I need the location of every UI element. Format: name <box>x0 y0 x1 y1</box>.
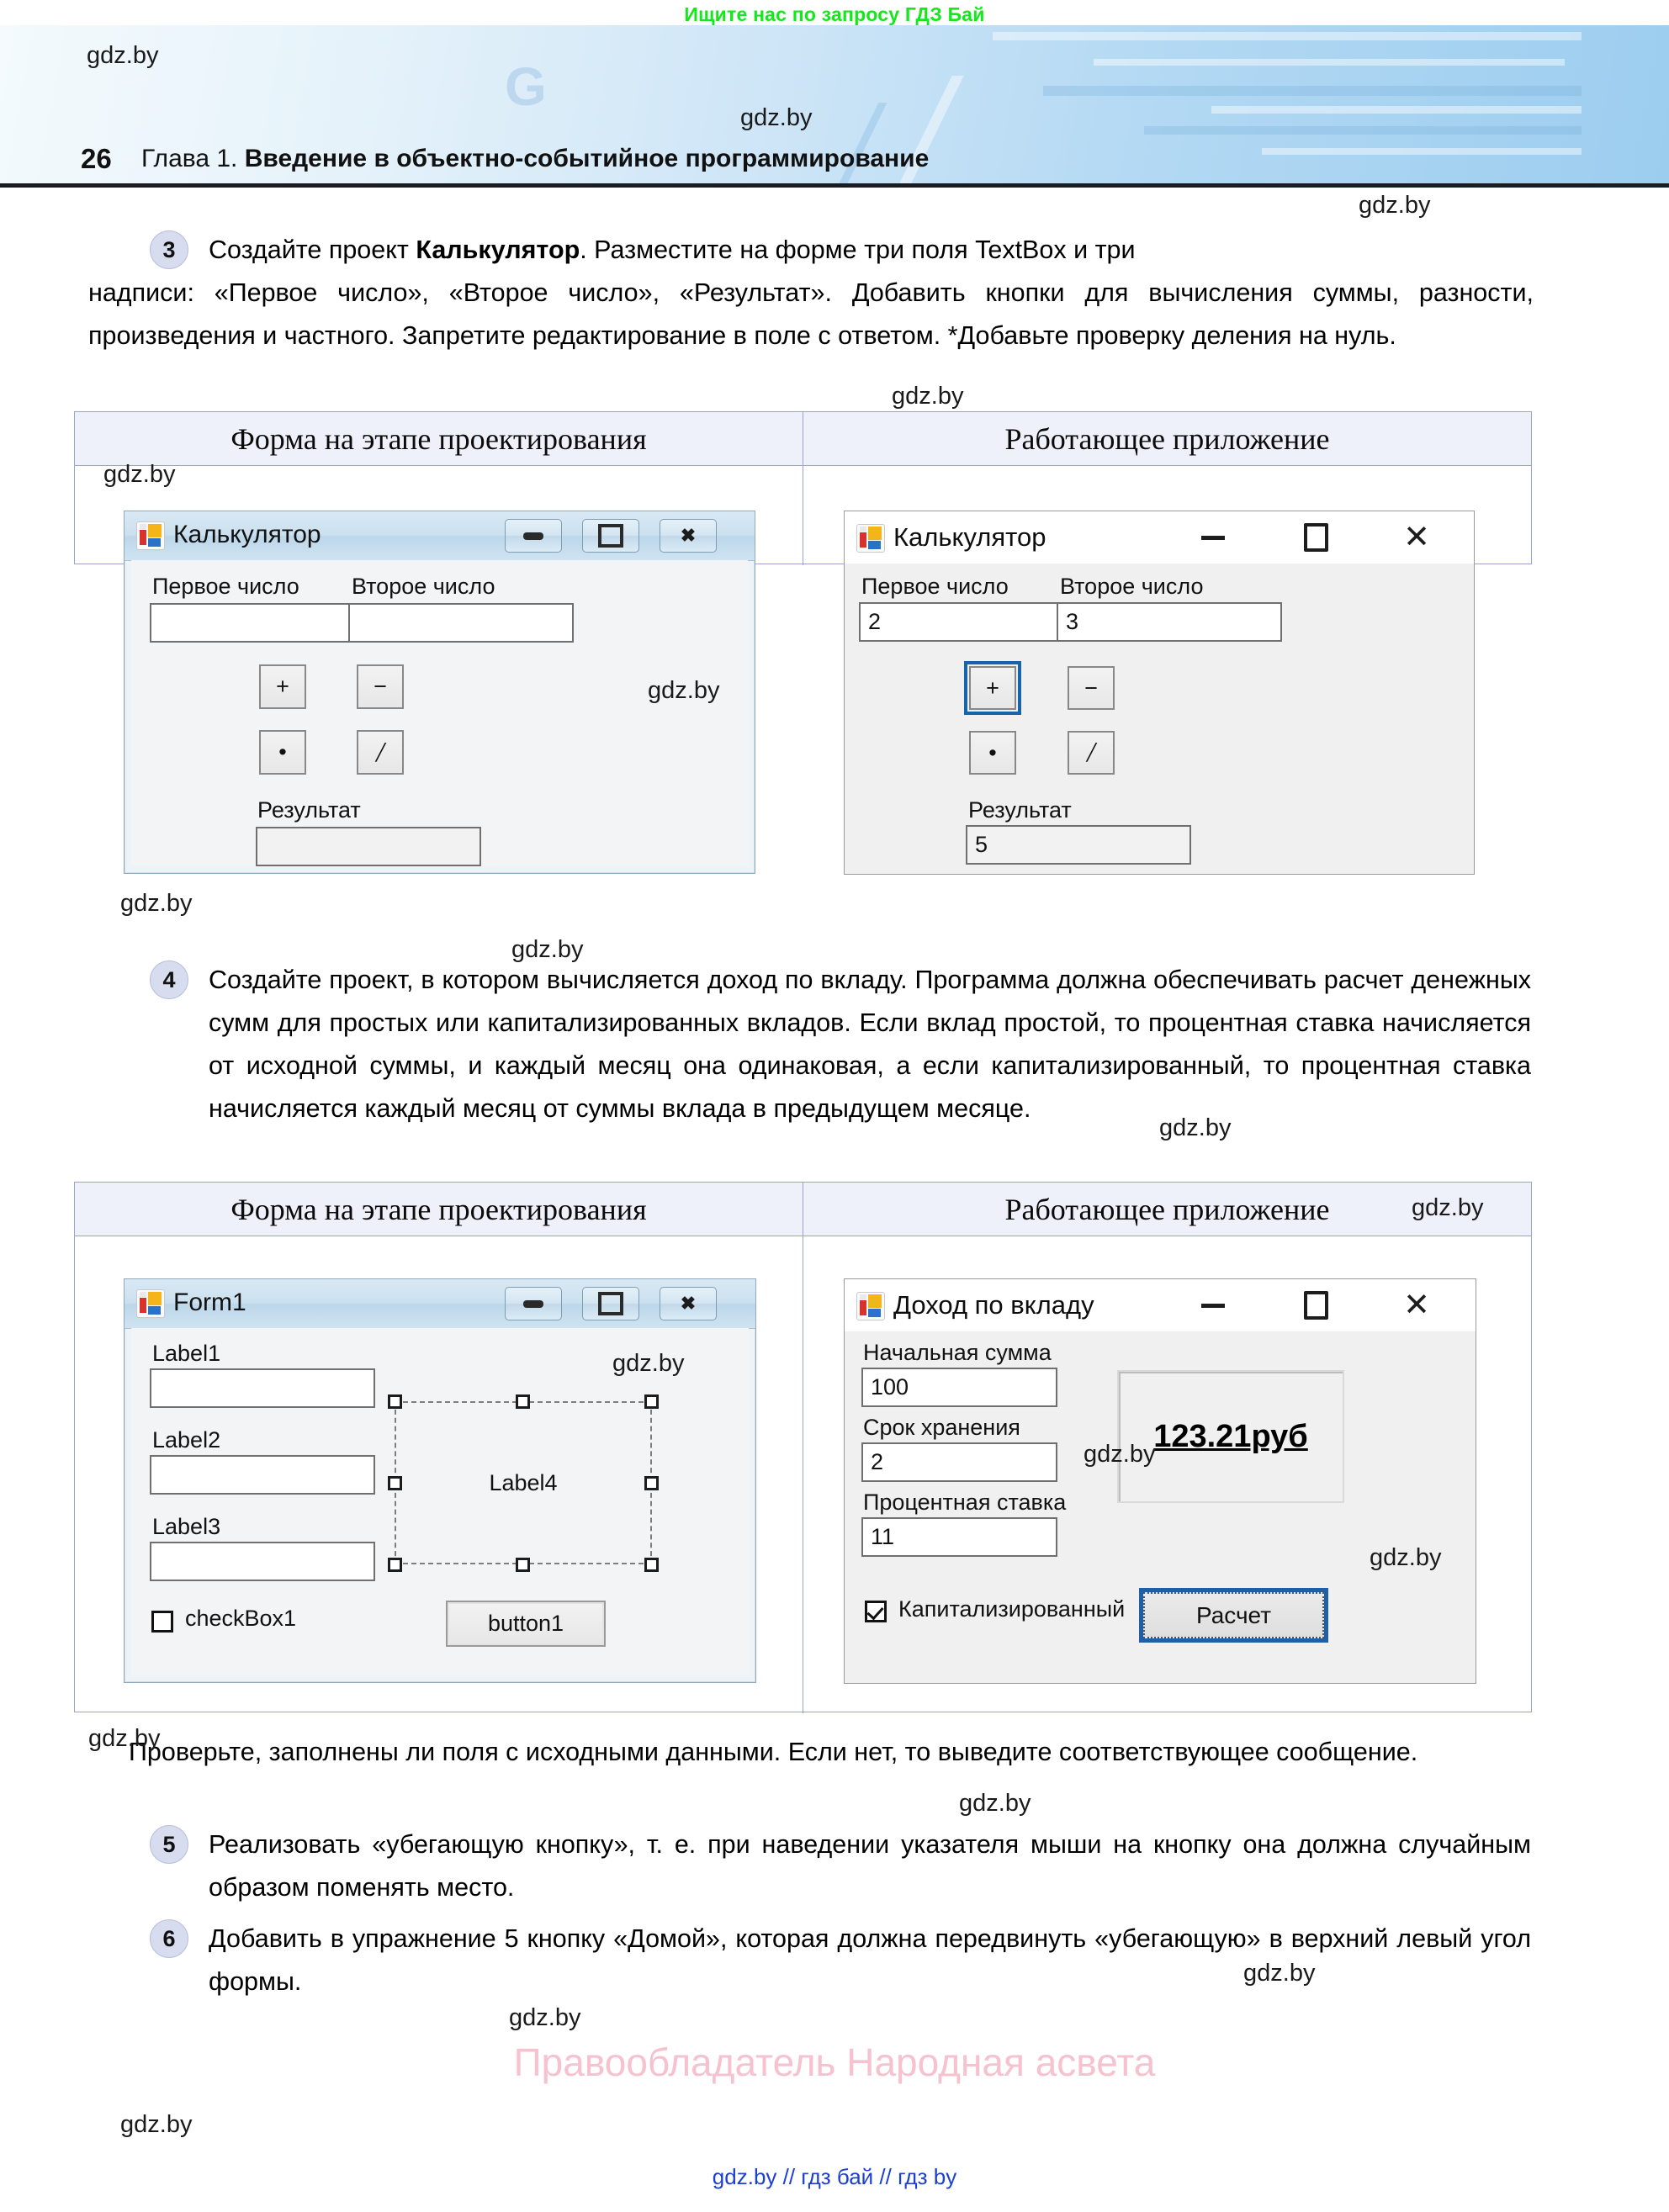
plus-button[interactable]: + <box>969 666 1016 710</box>
multiply-button[interactable]: • <box>969 731 1016 775</box>
maximize-icon <box>1304 1291 1328 1320</box>
calculator-designer-title: Калькулятор <box>173 521 321 548</box>
task-3-line1-a: Создайте проект <box>209 235 416 264</box>
calculator-running-titlebar <box>845 511 1474 564</box>
watermark: gdz.by <box>509 2004 581 2031</box>
close-button[interactable] <box>660 519 717 553</box>
resize-handle-n[interactable] <box>516 1394 530 1409</box>
deposit-running-canvas <box>845 1331 1476 1683</box>
calculator-designer-titlebar <box>125 511 755 561</box>
textbox2[interactable] <box>150 1455 375 1495</box>
result-value: 123.21руб <box>1153 1418 1308 1454</box>
table-1-header-design: Форма на этапе проектирования <box>75 412 803 465</box>
close-icon: ✕ <box>1403 520 1430 555</box>
copyright-watermark: Правообладатель Народная асвета <box>513 2040 1156 2084</box>
task-bullet-5: 5 <box>150 1825 188 1864</box>
term-input[interactable]: 2 <box>861 1442 1057 1482</box>
watermark: gdz.by <box>892 383 964 410</box>
checkbox1-label: checkBox1 <box>185 1606 297 1631</box>
plus-button[interactable]: + <box>259 664 306 709</box>
label-result: Результат <box>257 797 361 823</box>
resize-handle-ne[interactable] <box>644 1394 659 1409</box>
footer-links[interactable]: gdz.by // гдз бай // гдз by <box>712 2164 957 2189</box>
task-bullet-6: 6 <box>150 1919 188 1958</box>
first-number-input[interactable]: 2 <box>859 602 1084 642</box>
label1: Label1 <box>152 1341 221 1366</box>
task-bullet-3: 3 <box>150 230 188 269</box>
minimize-button[interactable] <box>1179 511 1247 564</box>
deposit-running-window <box>844 1278 1476 1684</box>
minimize-icon <box>1201 1304 1225 1308</box>
button1[interactable]: button1 <box>446 1601 606 1647</box>
resize-handle-sw[interactable] <box>388 1558 402 1572</box>
chapter-title <box>141 145 929 173</box>
calculator-running-title: Калькулятор <box>893 522 1046 552</box>
task-3-line1 <box>209 229 1529 272</box>
label3: Label3 <box>152 1514 221 1539</box>
close-button[interactable] <box>1383 511 1450 564</box>
textbox3[interactable] <box>150 1542 375 1581</box>
watermark: gdz.by <box>120 890 193 917</box>
textbox1[interactable] <box>150 1368 375 1408</box>
decorative-g-mark: G <box>505 56 547 117</box>
maximize-button[interactable] <box>1282 1279 1349 1331</box>
table-1-header-running: Работающее приложение <box>1004 421 1330 456</box>
result-panel <box>1117 1370 1344 1503</box>
divide-button[interactable]: / <box>357 730 404 775</box>
resize-handle-e[interactable] <box>644 1476 659 1490</box>
label-second-number: Второе число <box>1060 574 1204 599</box>
form1-designer-canvas <box>131 1328 749 1675</box>
table-2-header-running: Работающее приложение <box>1004 1192 1330 1226</box>
task-4-body: Создайте проект, в котором вычисляется доход по вкладу. Программа должна обеспечивать расчет денежных сумм для простых или капитализированных вкладов. Если вклад простой, то процентная ставка начисляется от исходной суммы, и каждый месяц она одинаковая, а если капитализированный, то процентная ставка начисляется каждый месяц от суммы вклада в предыдущем месяце. <box>209 966 1531 1123</box>
minimize-button[interactable] <box>1179 1279 1247 1331</box>
calculator-designer-canvas <box>131 560 748 866</box>
task-bullet-4: 4 <box>150 960 188 999</box>
calculator-running-window <box>844 511 1475 875</box>
form1-designer-titlebar <box>125 1279 755 1329</box>
app-icon <box>136 521 165 550</box>
checkbox1[interactable] <box>151 1611 173 1633</box>
header-rule <box>0 183 1669 188</box>
resize-handle-se[interactable] <box>644 1558 659 1572</box>
watermark: gdz.by <box>103 461 176 488</box>
capitalized-checkbox-label: Капитализированный <box>898 1596 1126 1622</box>
multiply-button[interactable]: • <box>259 730 306 775</box>
watermark: gdz.by <box>1084 1441 1156 1468</box>
label-second-number: Второе число <box>352 574 495 599</box>
watermark: gdz.by <box>1370 1544 1442 1571</box>
rate-input[interactable]: 11 <box>861 1517 1057 1557</box>
watermark: gdz.by <box>1159 1114 1232 1141</box>
form1-designer-window <box>124 1278 756 1683</box>
task-3-keyword: Калькулятор <box>416 235 580 264</box>
watermark: gdz.by <box>740 104 813 131</box>
watermark: gdz.by <box>88 1725 161 1752</box>
chapter-bold: Введение в объектно-событийное программирование <box>244 145 930 172</box>
initial-amount-input[interactable]: 100 <box>861 1368 1057 1407</box>
minimize-button[interactable] <box>505 1287 562 1320</box>
form1-designer-title: Form1 <box>173 1289 246 1316</box>
minus-button[interactable]: − <box>1068 666 1115 710</box>
watermark: gdz.by <box>612 1350 685 1377</box>
calculate-button[interactable]: Расчет <box>1143 1592 1324 1638</box>
label-first-number: Первое число <box>861 574 1009 599</box>
maximize-icon <box>1304 523 1328 552</box>
note-after-table-2: Проверьте, заполнены ли поля с исходными данными. Если нет, то выведите соответствующее сообщение. <box>129 1738 1418 1766</box>
task-6-body: Добавить в упражнение 5 кнопку «Домой», которая должна передвинуть «убегающую» в верхний левый угол формы. <box>209 1924 1531 1996</box>
minimize-icon <box>1201 536 1225 540</box>
label-result: Результат <box>968 797 1072 823</box>
app-icon <box>856 524 885 553</box>
maximize-icon <box>583 520 638 552</box>
close-button[interactable] <box>1383 1279 1450 1331</box>
first-number-input[interactable] <box>150 603 375 643</box>
table-2-header-row <box>75 1183 1531 1236</box>
label-initial-amount: Начальная сумма <box>863 1340 1052 1365</box>
watermark: gdz.by <box>120 2111 193 2138</box>
calculator-running-canvas <box>845 564 1474 874</box>
divide-button[interactable]: / <box>1068 731 1115 775</box>
resize-handle-s[interactable] <box>516 1558 530 1572</box>
table-2-header-design: Форма на этапе проектирования <box>75 1183 803 1236</box>
resize-handle-nw[interactable] <box>388 1394 402 1409</box>
minus-button[interactable]: − <box>357 664 404 709</box>
minimize-icon <box>506 520 561 552</box>
task-3-line1-c: . Разместите на форме три поля TextBox и три <box>580 235 1136 264</box>
task-5-body: Реализовать «убегающую кнопку», т. е. при наведении указателя мыши на кнопку она должна случайным образом поменять место. <box>209 1830 1531 1902</box>
watermark: gdz.by <box>959 1790 1031 1817</box>
close-icon: ✖ <box>680 525 697 546</box>
close-icon: ✖ <box>680 1293 697 1314</box>
maximize-button[interactable] <box>582 1287 639 1320</box>
second-number-input[interactable] <box>348 603 574 643</box>
capitalized-checkbox[interactable] <box>865 1601 887 1622</box>
label-rate: Процентная ставка <box>863 1490 1067 1515</box>
label-term: Срок хранения <box>863 1415 1020 1440</box>
task-3-body: надписи: «Первое число», «Второе число», «Результат». Добавить кнопки для вычисления суммы, разности, произведения и частного. Запретите редактирование в поле с ответом. *Добавьте проверку деления на нуль. <box>88 278 1534 350</box>
page-number: 26 <box>81 143 112 174</box>
app-icon <box>136 1289 165 1318</box>
table-1-header-row <box>75 412 1531 466</box>
close-icon: ✕ <box>1403 1288 1430 1323</box>
watermark: gdz.by <box>1243 1960 1316 1987</box>
watermark: gdz.by <box>87 42 159 69</box>
minimize-icon <box>506 1288 561 1320</box>
label4-selected[interactable]: Label4 <box>395 1401 652 1564</box>
maximize-icon <box>583 1288 638 1320</box>
chapter-plain: Глава 1. <box>141 145 245 172</box>
second-number-input[interactable]: 3 <box>1057 602 1282 642</box>
close-button[interactable] <box>660 1287 717 1320</box>
watermark: gdz.by <box>648 677 720 704</box>
minimize-button[interactable] <box>505 519 562 553</box>
maximize-button[interactable] <box>582 519 639 553</box>
label-first-number: Первое число <box>152 574 299 599</box>
app-icon <box>856 1292 885 1320</box>
deposit-running-title: Доход по вкладу <box>893 1290 1094 1320</box>
maximize-button[interactable] <box>1282 511 1349 564</box>
resize-handle-w[interactable] <box>388 1476 402 1490</box>
watermark: gdz.by <box>511 936 584 963</box>
deposit-running-titlebar <box>845 1279 1476 1331</box>
label2: Label2 <box>152 1427 221 1453</box>
result-input: 5 <box>966 825 1191 865</box>
result-input <box>256 827 481 866</box>
watermark: gdz.by <box>1359 192 1431 219</box>
promo-banner: Ищите нас по запросу ГДЗ Бай <box>684 3 985 25</box>
watermark: gdz.by <box>1412 1194 1484 1221</box>
